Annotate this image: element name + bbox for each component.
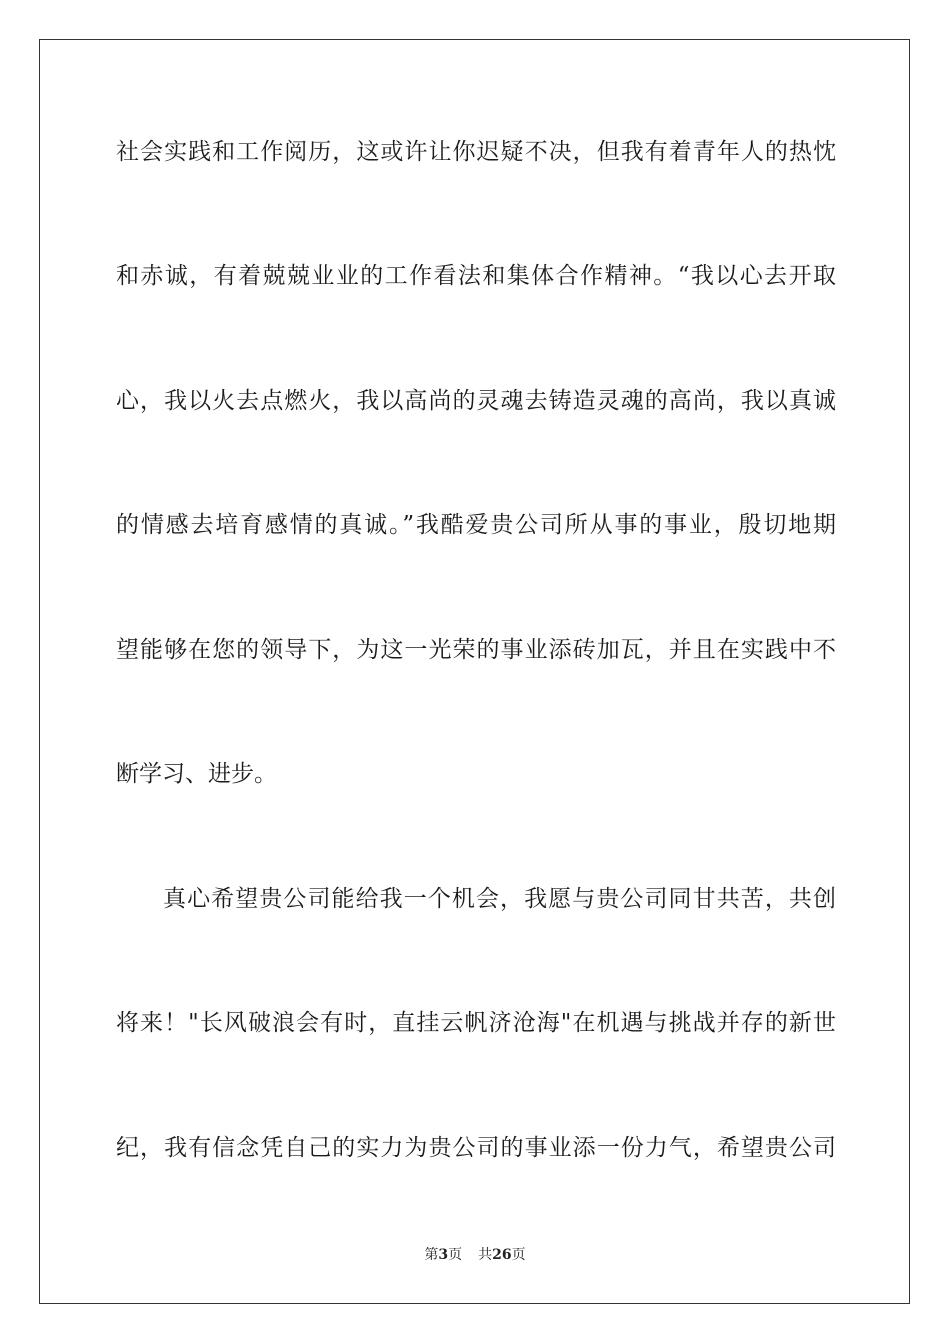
page-border — [39, 39, 910, 1304]
text-line-3: 心，我以火去点燃火，我以高尚的灵魂去铸造灵魂的高尚，我以真诚 — [116, 388, 836, 414]
page-footer — [0, 1245, 950, 1265]
footer-page-prefix: 第 — [424, 1247, 439, 1263]
footer-page-number: 3 — [438, 1247, 449, 1263]
text-line-2: 和赤诚，有着兢兢业业的工作看法和集体合作精神。“我以心去开取 — [116, 263, 836, 289]
footer-total-suffix: 页 — [511, 1247, 526, 1263]
footer-page-suffix: 页 — [448, 1247, 463, 1263]
text-line-7: 真心希望贵公司能给我一个机会，我愿与贵公司同甘共苦，共创 — [163, 886, 836, 912]
footer-total-pages: 26 — [492, 1247, 512, 1263]
text-line-5: 望能够在您的领导下，为这一光荣的事业添砖加瓦，并且在实践中不 — [116, 637, 836, 663]
text-line-1: 社会实践和工作阅历，这或许让你迟疑不决，但我有着青年人的热忱 — [116, 139, 836, 165]
text-line-9: 纪，我有信念凭自己的实力为贵公司的事业添一份力气，希望贵公司 — [116, 1135, 836, 1161]
text-line-8: 将来！"长风破浪会有时，直挂云帆济沧海"在机遇与挑战并存的新世 — [116, 1010, 836, 1036]
footer-total-prefix: 共 — [478, 1247, 493, 1263]
text-line-4: 的情感去培育感情的真诚。”我酷爱贵公司所从事的事业，殷切地期 — [116, 512, 836, 538]
text-line-6: 断学习、进步。 — [116, 761, 277, 787]
